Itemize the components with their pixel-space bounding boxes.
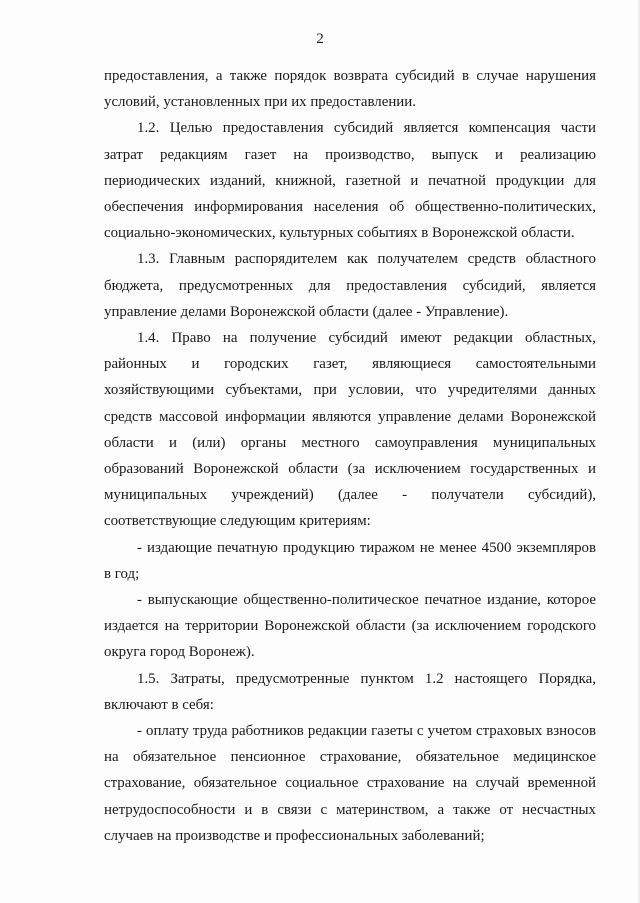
paragraph-1-5: 1.5. Затраты, предусмотренные пунктом 1.2 настоящего Порядка, включают в себя: [104, 670, 596, 713]
list-item-cost-1: - оплату труда работников редакции газеты с учетом страховых взносов на обязательное пенсионное страхование, обязательное медицинское страхование, обязательное социальное страхование на случай временной нетрудоспособности и в связи с материнством, а также от несчастных случаев на производстве и профессиональных заболеваний; [104, 723, 596, 844]
paragraph-1-2: 1.2. Целью предоставления субсидий является компенсация части затрат редакциям газет на производство, выпуск и реализацию периодических изданий, книжной, газетной и печатной продукции для обеспечения информирования населения об общественно-политических, социально-экономических, культурных событиях в Воронежской области. [104, 120, 596, 242]
document-body [104, 63, 596, 849]
paragraph-1-4: 1.4. Право на получение субсидий имеют редакции областных, районных и городских газет, являющиеся самостоятельными хозяйствующими субъектами, при условии, что учредителями данных средств массовой информации являются управление делами Воронежской области и (или) органы местного самоуправления муниципальных образований Воронежской области (за исключением государственных и муниципальных учреждений) (далее - получатели субсидий), соответствующие следующим критериям: [104, 330, 596, 530]
paragraph-continuation: предоставления, а также порядок возврата субсидий в случае нарушения условий, установленных при их предоставлении. [104, 68, 596, 111]
paragraph-1-3: 1.3. Главным распорядителем как получателем средств областного бюджета, предусмотренных для предоставления субсидий, является управление делами Воронежской области (далее - Управление). [104, 251, 596, 320]
list-item-criterion-2: - выпускающие общественно-политическое печатное издание, которое издается на территории Воронежской области (за исключением городского округа город Воронеж). [104, 592, 596, 661]
page-number: 2 [316, 31, 324, 47]
list-item-criterion-1: - издающие печатную продукцию тиражом не менее 4500 экземпляров в год; [104, 539, 596, 582]
